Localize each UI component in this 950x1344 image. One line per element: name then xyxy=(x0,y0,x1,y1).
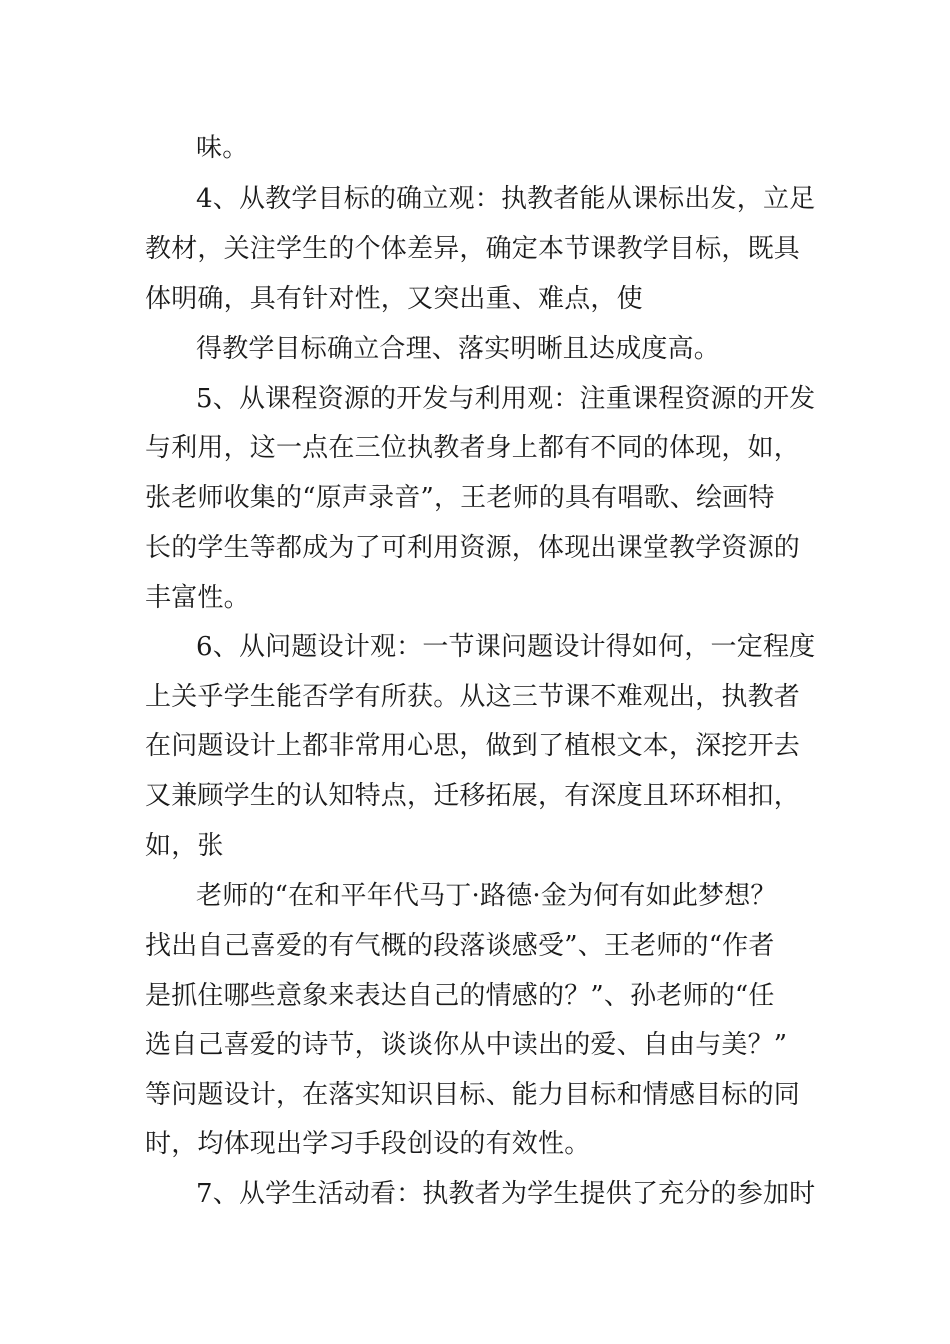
text-line: 教材，关注学生的个体差异，确定本节课教学目标，既具 xyxy=(145,234,801,264)
text-line: 5、从课程资源的开发与利用观：注重课程资源的开发 xyxy=(196,384,816,414)
text-line: 找出自己喜爱的有气概的段落谈感受”、王老师的“作者 xyxy=(145,931,775,961)
text-line: 4、从教学目标的确立观：执教者能从课标出发，立足 xyxy=(196,184,816,214)
text-line: 上关乎学生能否学有所获。从这三节课不难观出，执教者 xyxy=(145,682,801,712)
text-line: 与利用，这一点在三位执教者身上都有不同的体现，如， xyxy=(145,433,801,463)
text-line: 得教学目标确立合理、落实明晰且达成度高。 xyxy=(196,334,721,364)
text-line: 是抓住哪些意象来表达自己的情感的？”、孙老师的“任 xyxy=(145,981,775,1011)
text-line: 长的学生等都成为了可利用资源，体现出课堂教学资源的 xyxy=(145,533,801,563)
text-line: 丰富性。 xyxy=(145,583,250,613)
text-line: 张老师收集的“原声录音”，王老师的具有唱歌、绘画特 xyxy=(145,483,775,513)
text-line: 味。 xyxy=(196,133,249,163)
text-line: 时，均体现出学习手段创设的有效性。 xyxy=(145,1129,591,1159)
text-line: 选自己喜爱的诗节，谈谈你从中读出的爱、自由与美？” xyxy=(145,1030,788,1060)
text-line: 老师的“在和平年代马丁·路德·金为何有如此梦想？ xyxy=(196,881,777,911)
text-line: 7、从学生活动看：执教者为学生提供了充分的参加时 xyxy=(196,1179,816,1209)
text-line: 又兼顾学生的认知特点，迁移拓展，有深度且环环相扣， xyxy=(145,781,801,811)
text-line: 体明确，具有针对性，又突出重、难点，使 xyxy=(145,284,643,314)
text-line: 6、从问题设计观：一节课问题设计得如何，一定程度 xyxy=(196,632,816,662)
text-line: 在问题设计上都非常用心思，做到了植根文本，深挖开去 xyxy=(145,731,801,761)
text-line: 如，张 xyxy=(145,831,224,861)
text-line: 等问题设计，在落实知识目标、能力目标和情感目标的同 xyxy=(145,1080,801,1110)
